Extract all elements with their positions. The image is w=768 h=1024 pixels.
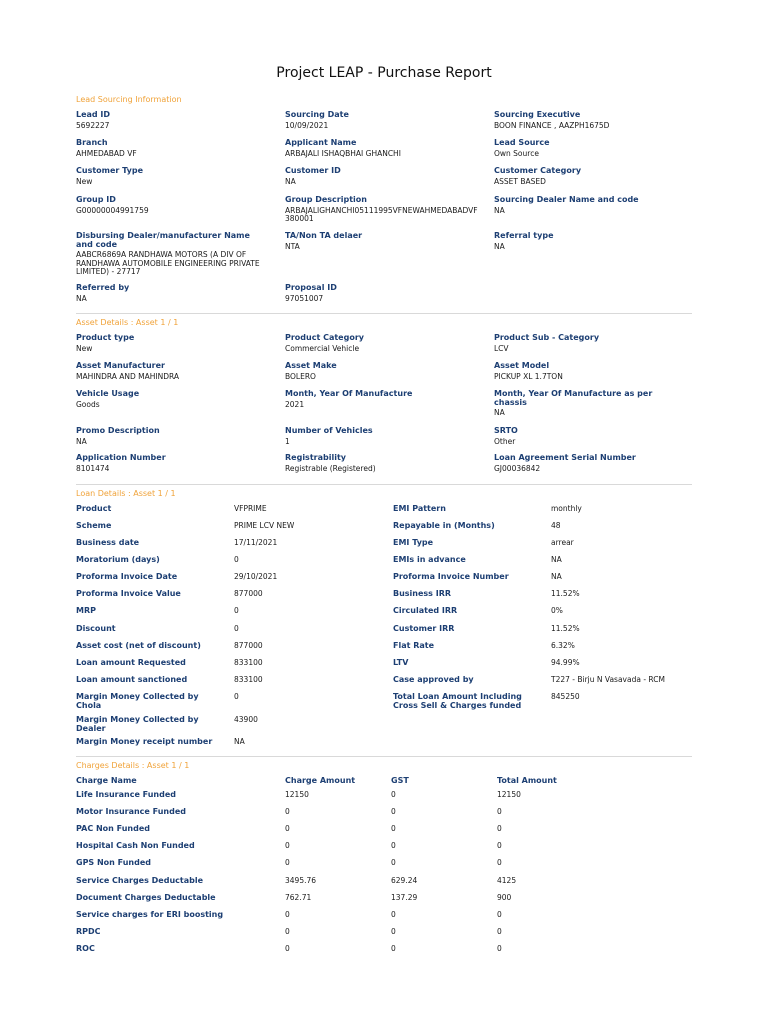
loan-value: 833100 <box>234 675 263 684</box>
charge-total: 0 <box>497 944 502 953</box>
charge-name: Service Charges Deductable <box>76 876 203 885</box>
field-value: ARBAJALI ISHAQBHAI GHANCHI <box>285 148 401 158</box>
charge-gst: 137.29 <box>391 893 418 902</box>
loan-row <box>76 716 393 733</box>
field-label: Registrability <box>285 453 346 462</box>
field-label: Asset Manufacturer <box>76 361 165 370</box>
charge-total: 0 <box>497 927 502 936</box>
loan-value: 0 <box>234 624 239 633</box>
field-label: SRTO <box>494 426 518 435</box>
loan-label: Circulated IRR <box>393 606 458 615</box>
field-value: NTA <box>285 241 300 251</box>
charge-name: GPS Non Funded <box>76 858 151 867</box>
charge-total: 0 <box>497 807 502 816</box>
loan-row <box>76 590 692 599</box>
loan-value: VFPRIME <box>234 504 267 513</box>
loan-label: Repayable in (Months) <box>393 521 495 530</box>
charge-amount: 0 <box>285 944 290 953</box>
charge-row <box>76 894 606 903</box>
loan-row <box>76 556 692 565</box>
field-registrability <box>285 454 494 473</box>
field-asset-model <box>494 362 703 381</box>
field-label: Applicant Name <box>285 138 357 147</box>
charge-row <box>76 945 606 954</box>
field-value: Other <box>494 436 516 446</box>
field-value: AHMEDABAD VF <box>76 148 137 158</box>
column-header-charge-name: Charge Name <box>76 776 137 785</box>
field-group-description <box>285 196 494 224</box>
charge-row <box>76 928 606 937</box>
field-label: Sourcing Dealer Name and code <box>494 195 639 204</box>
loan-value: 0 <box>234 555 239 564</box>
field-label: Group ID <box>76 195 116 204</box>
charge-amount: 762.71 <box>285 893 312 902</box>
field-sourcing-date <box>285 111 494 130</box>
loan-row <box>76 505 692 514</box>
section-heading-asset-details: Asset Details : Asset 1 / 1 <box>76 318 179 327</box>
field-srto <box>494 427 703 446</box>
field-referred-by <box>76 284 285 303</box>
charge-amount: 0 <box>285 910 290 919</box>
charge-total: 12150 <box>497 790 521 799</box>
charge-amount: 0 <box>285 841 290 850</box>
field-value: ARBAJALIGHANCHI05111995VFNEWAHMEDABADVF380001 <box>285 205 478 223</box>
charge-gst: 0 <box>391 858 396 867</box>
asset-row <box>76 390 703 418</box>
field-loan-agreement-serial <box>494 454 703 473</box>
loan-value: 17/11/2021 <box>234 538 278 547</box>
loan-label: Customer IRR <box>393 624 455 633</box>
field-disbursing-dealer <box>76 232 285 277</box>
section-divider <box>76 756 692 757</box>
charge-name: Life Insurance Funded <box>76 790 176 799</box>
charge-row <box>76 842 606 851</box>
charge-total: 4125 <box>497 876 517 885</box>
field-label: Product Category <box>285 333 364 342</box>
column-header-total-amount: Total Amount <box>497 776 557 785</box>
field-customer-id <box>285 167 494 186</box>
loan-row <box>76 659 692 668</box>
lead-row <box>76 139 703 158</box>
loan-value: 833100 <box>234 658 263 667</box>
field-product-category <box>285 334 494 353</box>
field-label: Referral type <box>494 231 554 240</box>
loan-label: EMI Pattern <box>393 504 446 513</box>
lead-row <box>76 167 703 186</box>
charge-name: PAC Non Funded <box>76 824 150 833</box>
loan-label: LTV <box>393 658 409 667</box>
field-label: Number of Vehicles <box>285 426 373 435</box>
charge-total: 900 <box>497 893 512 902</box>
loan-label: Margin Money receipt number <box>76 737 213 746</box>
field-value: BOLERO <box>285 371 316 381</box>
charge-gst: 0 <box>391 927 396 936</box>
loan-label: Flat Rate <box>393 641 435 650</box>
charge-total: 0 <box>497 824 502 833</box>
field-value: Commercial Vehicle <box>285 343 360 353</box>
field-label: Month, Year Of Manufacture <box>285 389 413 398</box>
asset-row <box>76 454 703 473</box>
charge-gst: 0 <box>391 790 396 799</box>
loan-row <box>76 573 692 582</box>
loan-label: Business date <box>76 538 140 547</box>
field-value: 5692227 <box>76 120 110 130</box>
field-label: Customer ID <box>285 166 341 175</box>
field-value: Goods <box>76 399 100 409</box>
loan-label: Margin Money Collected by Dealer <box>76 715 199 733</box>
field-label: Loan Agreement Serial Number <box>494 453 636 462</box>
field-value: PICKUP XL 1.7TON <box>494 371 563 381</box>
field-value: Own Source <box>494 148 539 158</box>
field-label: Proposal ID <box>285 283 337 292</box>
field-proposal-id <box>285 284 494 303</box>
field-label: Asset Make <box>285 361 337 370</box>
loan-row <box>76 539 692 548</box>
field-value: 2021 <box>285 399 305 409</box>
field-customer-type <box>76 167 285 186</box>
loan-label: Proforma Invoice Value <box>76 589 181 598</box>
charge-row <box>76 825 606 834</box>
field-label: Application Number <box>76 453 166 462</box>
field-value: 1 <box>285 436 290 446</box>
field-label: Group Description <box>285 195 367 204</box>
loan-label: Discount <box>76 624 116 633</box>
field-value: NA <box>76 293 87 303</box>
field-label: Product type <box>76 333 135 342</box>
charge-row <box>76 791 606 800</box>
charge-row <box>76 859 606 868</box>
charge-name: Hospital Cash Non Funded <box>76 841 195 850</box>
field-product-type <box>76 334 285 353</box>
loan-row <box>76 693 692 710</box>
field-asset-make <box>285 362 494 381</box>
loan-label: EMI Type <box>393 538 434 547</box>
loan-value: NA <box>551 572 562 581</box>
loan-label: Proforma Invoice Number <box>393 572 509 581</box>
lead-row <box>76 232 703 277</box>
field-value: ASSET BASED <box>494 176 546 186</box>
column-header-gst: GST <box>391 776 409 785</box>
loan-value: 11.52% <box>551 589 580 598</box>
charge-amount: 0 <box>285 807 290 816</box>
field-referral-type <box>494 232 703 277</box>
field-label: Lead Source <box>494 138 550 147</box>
field-label: Promo Description <box>76 426 160 435</box>
charge-gst: 629.24 <box>391 876 418 885</box>
field-value: 10/09/2021 <box>285 120 329 130</box>
loan-row <box>76 676 692 685</box>
field-value: 97051007 <box>285 293 324 303</box>
field-vehicle-usage <box>76 390 285 418</box>
loan-value: arrear <box>551 538 574 547</box>
loan-value: 0 <box>234 606 239 615</box>
field-label: Customer Type <box>76 166 144 175</box>
loan-value: 877000 <box>234 589 263 598</box>
field-label: Month, Year Of Manufacture as per chassis <box>494 389 653 407</box>
charge-gst: 0 <box>391 824 396 833</box>
field-label: Asset Model <box>494 361 550 370</box>
loan-row <box>76 607 692 616</box>
field-value: LCV <box>494 343 509 353</box>
charges-header-row <box>76 777 606 786</box>
loan-label: Moratorium (days) <box>76 555 160 564</box>
charge-total: 0 <box>497 841 502 850</box>
field-value: NA <box>494 205 505 215</box>
loan-value: 11.52% <box>551 624 580 633</box>
charge-total: 0 <box>497 910 502 919</box>
field-manufacture-year <box>285 390 494 418</box>
loan-row <box>76 522 692 531</box>
column-header-charge-amount: Charge Amount <box>285 776 356 785</box>
field-label: Disbursing Dealer/manufacturer Name and code <box>76 231 250 249</box>
asset-row <box>76 427 703 446</box>
field-branch <box>76 139 285 158</box>
field-number-of-vehicles <box>285 427 494 446</box>
charge-gst: 0 <box>391 841 396 850</box>
field-lead-source <box>494 139 703 158</box>
charge-name: Motor Insurance Funded <box>76 807 186 816</box>
loan-value: 0% <box>551 606 563 615</box>
loan-label: EMIs in advance <box>393 555 466 564</box>
charge-amount: 0 <box>285 858 290 867</box>
loan-value: 29/10/2021 <box>234 572 278 581</box>
field-value: NA <box>285 176 296 186</box>
field-asset-manufacturer <box>76 362 285 381</box>
field-sourcing-dealer <box>494 196 703 224</box>
field-manufacture-year-chassis <box>494 390 703 418</box>
loan-value: 94.99% <box>551 658 580 667</box>
loan-label: Product <box>76 504 112 513</box>
field-customer-category <box>494 167 703 186</box>
field-label: Vehicle Usage <box>76 389 140 398</box>
loan-label: Proforma Invoice Date <box>76 572 178 581</box>
loan-row <box>76 625 692 634</box>
charge-name: Document Charges Deductable <box>76 893 216 902</box>
charge-row <box>76 808 606 817</box>
field-label: Lead ID <box>76 110 111 119</box>
charge-row <box>76 911 606 920</box>
section-heading-charges-details: Charges Details : Asset 1 / 1 <box>76 761 190 770</box>
field-value: NA <box>494 408 505 417</box>
charge-gst: 0 <box>391 807 396 816</box>
field-label: Sourcing Date <box>285 110 349 119</box>
loan-value: 0 <box>234 692 239 701</box>
loan-row <box>76 738 393 747</box>
charge-amount: 0 <box>285 927 290 936</box>
page-title: Project LEAP - Purchase Report <box>276 65 492 81</box>
loan-label: Case approved by <box>393 675 474 684</box>
field-label: Product Sub - Category <box>494 333 600 342</box>
field-value: G00000004991759 <box>76 205 149 215</box>
field-value: GJ00036842 <box>494 463 541 473</box>
loan-value: 845250 <box>551 692 580 701</box>
asset-row <box>76 334 703 353</box>
loan-value: NA <box>234 737 245 746</box>
loan-label: Business IRR <box>393 589 452 598</box>
loan-label: Scheme <box>76 521 112 530</box>
charge-total: 0 <box>497 858 502 867</box>
charge-gst: 0 <box>391 910 396 919</box>
asset-row <box>76 362 703 381</box>
field-label: Sourcing Executive <box>494 110 581 119</box>
field-value: MAHINDRA AND MAHINDRA <box>76 371 180 381</box>
loan-label: Loan amount sanctioned <box>76 675 188 684</box>
charge-amount: 0 <box>285 824 290 833</box>
field-value: New <box>76 343 93 353</box>
charge-amount: 3495.76 <box>285 876 317 885</box>
field-value: Registrable (Registered) <box>285 463 376 473</box>
field-product-sub-category <box>494 334 703 353</box>
field-application-number <box>76 454 285 473</box>
field-ta-non-ta-dealer <box>285 232 494 277</box>
field-sourcing-executive <box>494 111 703 130</box>
field-label: TA/Non TA delaer <box>285 231 363 240</box>
field-lead-id <box>76 111 285 130</box>
lead-row <box>76 284 703 303</box>
loan-label: Margin Money Collected by Chola <box>76 692 199 710</box>
field-applicant-name <box>285 139 494 158</box>
field-value: NA <box>76 436 87 446</box>
loan-value: NA <box>551 555 562 564</box>
loan-value: 43900 <box>234 715 258 724</box>
section-heading-loan-details: Loan Details : Asset 1 / 1 <box>76 489 176 498</box>
charge-name: ROC <box>76 944 95 953</box>
field-value: BOON FINANCE , AAZPH1675D <box>494 120 610 130</box>
loan-label: MRP <box>76 606 96 615</box>
field-value: AABCR6869A RANDHAWA MOTORS (A DIV OF RANDHAWA AUTOMOBILE ENGINEERING PRIVATE LIMITED) - 27717 <box>76 250 260 276</box>
field-promo-description <box>76 427 285 446</box>
field-value: NA <box>494 241 505 251</box>
field-value: New <box>76 176 93 186</box>
field-label: Branch <box>76 138 108 147</box>
loan-value: T227 - Birju N Vasavada - RCM <box>551 675 665 684</box>
charge-gst: 0 <box>391 944 396 953</box>
section-divider <box>76 484 692 485</box>
charge-row <box>76 877 606 886</box>
loan-label: Total Loan Amount Including Cross Sell & Charges funded <box>393 692 522 710</box>
field-value: 8101474 <box>76 463 110 473</box>
charge-amount: 12150 <box>285 790 309 799</box>
field-label: Customer Category <box>494 166 582 175</box>
loan-row <box>76 642 692 651</box>
charge-name: Service charges for ERI boosting <box>76 910 224 919</box>
loan-value: monthly <box>551 504 582 513</box>
loan-label: Asset cost (net of discount) <box>76 641 201 650</box>
loan-value: 6.32% <box>551 641 575 650</box>
field-label: Referred by <box>76 283 130 292</box>
charge-name: RPDC <box>76 927 101 936</box>
field-group-id <box>76 196 285 224</box>
lead-row <box>76 111 703 130</box>
loan-value: PRIME LCV NEW <box>234 521 295 530</box>
section-divider <box>76 313 692 314</box>
loan-label: Loan amount Requested <box>76 658 186 667</box>
loan-value: 877000 <box>234 641 263 650</box>
loan-value: 48 <box>551 521 561 530</box>
section-heading-lead-sourcing: Lead Sourcing Information <box>76 95 182 104</box>
lead-row <box>76 196 703 224</box>
